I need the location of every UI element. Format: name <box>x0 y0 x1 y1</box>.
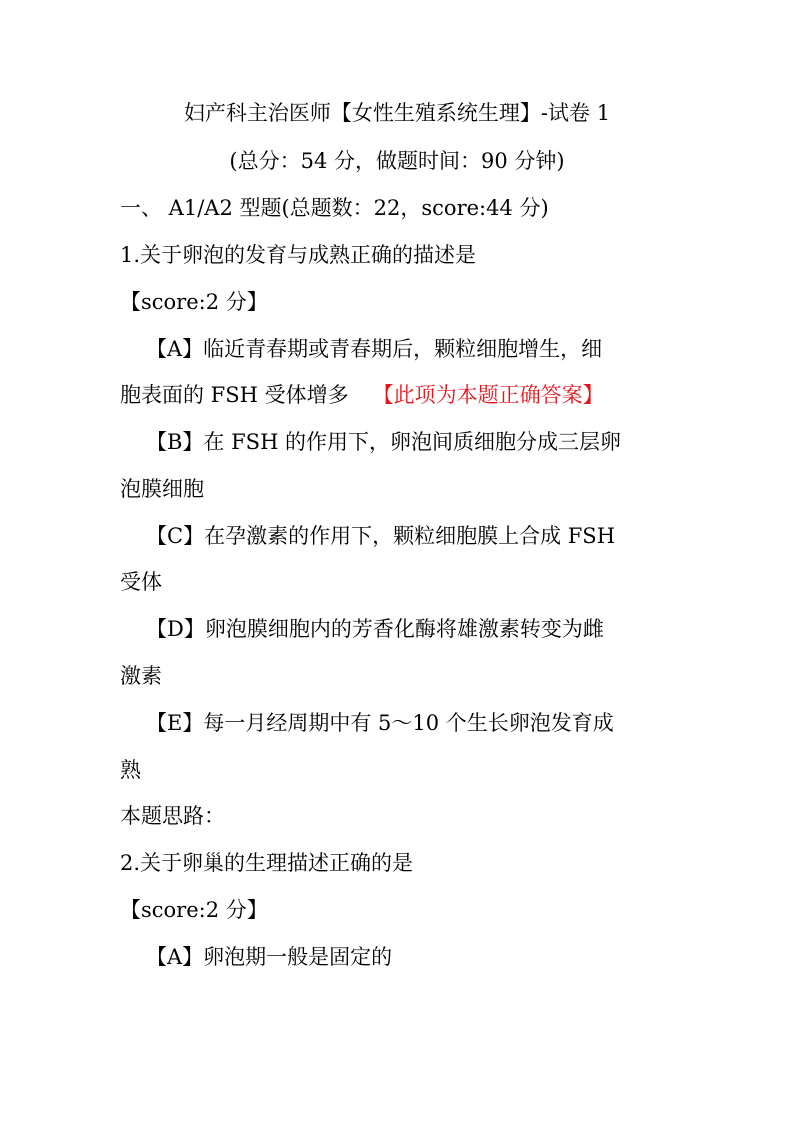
q1-option-b-line1: 【B】在 FSH 的作用下，卵泡间质细胞分成三层卵 <box>146 430 622 454</box>
q1-option-a-text: 胞表面的 FSH 受体增多 <box>120 383 349 407</box>
question-1-score: 【score:2 分】 <box>120 290 268 314</box>
question-2-score: 【score:2 分】 <box>120 898 268 922</box>
page-subtitle: (总分：54 分，做题时间：90 分钟) <box>229 149 565 173</box>
q1-option-a-line1: 【A】临近青春期或青春期后，颗粒细胞增生，细 <box>146 337 603 361</box>
q1-option-d-line2: 激素 <box>120 664 162 688</box>
q1-option-d-line1: 【D】卵泡膜细胞内的芳香化酶将雄激素转变为雌 <box>146 617 604 641</box>
page-title: 妇产科主治医师【女性生殖系统生理】-试卷 1 <box>183 101 611 125</box>
q1-option-c-line2: 受体 <box>120 570 162 594</box>
q1-option-c-line1: 【C】在孕激素的作用下，颗粒细胞膜上合成 FSH <box>146 524 616 548</box>
q1-option-a-line2 <box>120 382 604 408</box>
question-1-stem: 1.关于卵泡的发育与成熟正确的描述是 <box>120 243 477 267</box>
correct-answer-marker: 【此项为本题正确答案】 <box>372 383 604 407</box>
q1-analysis-label: 本题思路： <box>120 804 225 828</box>
q1-option-e-line1: 【E】每一月经周期中有 5～10 个生长卵泡发育成 <box>146 711 614 735</box>
q1-option-e-line2: 熟 <box>120 758 141 782</box>
question-2-stem: 2.关于卵巢的生理描述正确的是 <box>120 851 414 875</box>
q1-option-b-line2: 泡膜细胞 <box>120 477 204 501</box>
q2-option-a-line1: 【A】卵泡期一般是固定的 <box>146 945 393 969</box>
section-heading: 一、 A1/A2 型题(总题数：22，score:44 分) <box>120 196 549 220</box>
